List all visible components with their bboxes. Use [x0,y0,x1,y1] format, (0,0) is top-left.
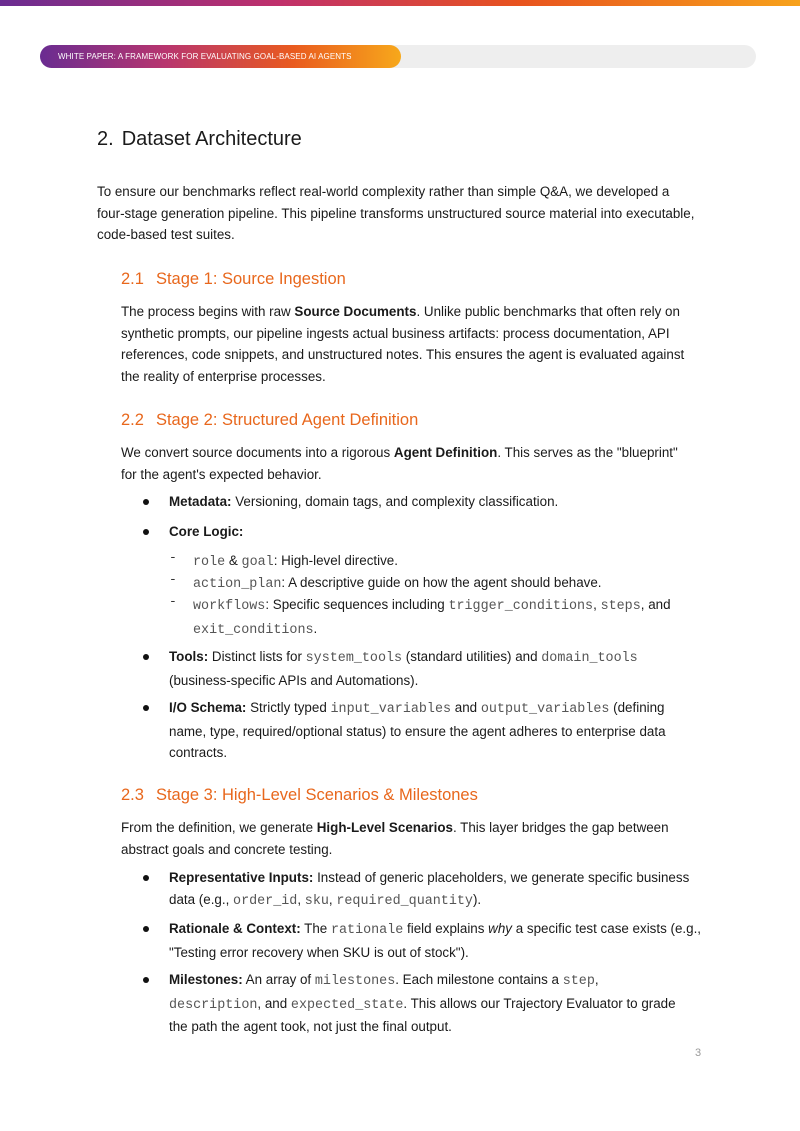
header-banner [40,45,401,68]
section-heading [97,128,302,151]
subsection-number: 2.1 [121,270,144,288]
text: the path the agent took, not just the final output. [169,1019,452,1034]
text: , [297,891,305,907]
subsection-title: Stage 3: High-Level Scenarios & Milestones [155,786,478,804]
subsection-heading-2-3 [121,786,478,805]
dash-icon: - [169,550,177,565]
text: (defining [609,700,665,715]
bold-term: Milestones: [169,972,243,987]
text: From the definition, we generate [121,820,317,835]
dash-icon: - [169,572,177,587]
subsection-number: 2.3 [121,786,144,804]
text: and [451,700,481,715]
bullet-icon [143,654,149,660]
text: . This layer bridges the gap between abstract goals and concrete testing. [121,820,669,857]
dash-icon: - [169,594,177,609]
text: Strictly typed [246,700,331,715]
text: Instead of generic placeholders, we generate specific business [313,870,690,885]
code-term: exit_conditions [193,622,314,638]
text: , and [640,597,671,612]
text: (business-specific APIs and Automations). [169,672,419,688]
code-term: trigger_conditions [448,599,594,614]
text: Distinct lists for [208,649,306,664]
text: The [300,921,331,936]
sub3-paragraph [121,817,681,860]
text: , [328,891,337,907]
bullet-icon [143,705,149,711]
text: The process begins with raw [121,304,295,319]
text: field explains [403,921,489,936]
text: ). [472,891,482,907]
subsection-number: 2.2 [121,411,144,429]
bullet-icon [143,926,149,932]
code-term: action_plan [193,577,282,592]
code-term: steps [600,599,641,614]
text: : Specific sequences including [265,597,449,612]
code-term: description [169,997,258,1013]
text: Versioning, domain tags, and complexity classification. [231,494,559,509]
text: data (e.g., [169,891,234,907]
page-number: 3 [695,1047,702,1059]
bold-term: Agent Definition [393,445,498,460]
bullet-icon [143,529,149,535]
emphasis: why [488,921,512,936]
bold-term: Tools: [169,649,209,664]
code-term: input_variables [330,702,452,717]
bold-term: High-Level Scenarios [316,820,453,835]
text: . This allows our Trajectory Evaluator to grade [403,995,676,1011]
text: (standard utilities) and [402,649,542,664]
bold-term: Representative Inputs: [169,870,314,885]
text: . This serves as the "blueprint" for the agent's expected behavior. [121,445,678,482]
subsection-heading-2-1 [121,270,346,289]
subsection-title: Stage 1: Source Ingestion [155,270,346,288]
section-number: 2. [97,128,114,150]
sub2-paragraph [121,442,691,485]
bullet-icon [143,875,149,881]
section-title: Dataset Architecture [121,128,302,150]
code-term: milestones [314,974,396,989]
text: . [313,620,318,636]
text: . Unlike public benchmarks that often rely on synthetic prompts, our pipeline ingests actual business artifacts: process documentation, API references, code snippets, and unstructured notes. This ensures the agent is evaluated against the reality of enterprise processes. [121,304,685,384]
bold-term: Core Logic: [169,524,244,539]
top-gradient-bar [0,0,800,6]
code-term: role [193,555,226,570]
text: . Each milestone contains a [395,972,563,987]
text: , and [257,995,291,1011]
subsection-heading-2-2 [121,411,418,430]
text: , [593,597,601,612]
code-term: step [562,974,595,989]
bold-term: I/O Schema: [169,700,247,715]
text: & [225,553,242,568]
code-term: domain_tools [541,651,638,666]
bold-term: Metadata: [169,494,232,509]
code-term: output_variables [480,702,610,717]
sub1-paragraph [121,301,701,387]
text: : High-level directive. [273,553,398,568]
code-term: order_id [233,893,298,909]
bold-term: Source Documents [294,304,417,319]
text: An array of [242,972,315,987]
section-intro: To ensure our benchmarks reflect real-world complexity rather than simple Q&A, we developed a four-stage generation pipeline. This pipeline transforms unstructured source material into executable, code-based test suites. [97,184,695,242]
bold-term: Rationale & Context: [169,921,301,936]
bullet-icon [143,977,149,983]
code-term: workflows [193,599,266,614]
text: We convert source documents into a rigorous [121,445,394,460]
bullet-icon [143,499,149,505]
text: name, type, required/optional status) to ensure the agent adheres to enterprise data contracts. [169,723,666,760]
code-term: rationale [330,923,404,938]
text: : A descriptive guide on how the agent should behave. [281,575,602,590]
text: , [594,972,599,987]
code-term: system_tools [305,651,403,666]
code-term: sku [304,893,329,909]
subsection-title: Stage 2: Structured Agent Definition [155,411,419,429]
code-term: expected_state [290,997,404,1013]
code-term: goal [241,555,274,570]
text: "Testing error recovery when SKU is out of stock"). [169,944,469,960]
header-label: WHITE PAPER: A FRAMEWORK FOR EVALUATING GOAL-BASED AI AGENTS [58,52,352,61]
text: a specific test case exists (e.g., [511,921,702,936]
code-term: required_quantity [336,893,473,909]
